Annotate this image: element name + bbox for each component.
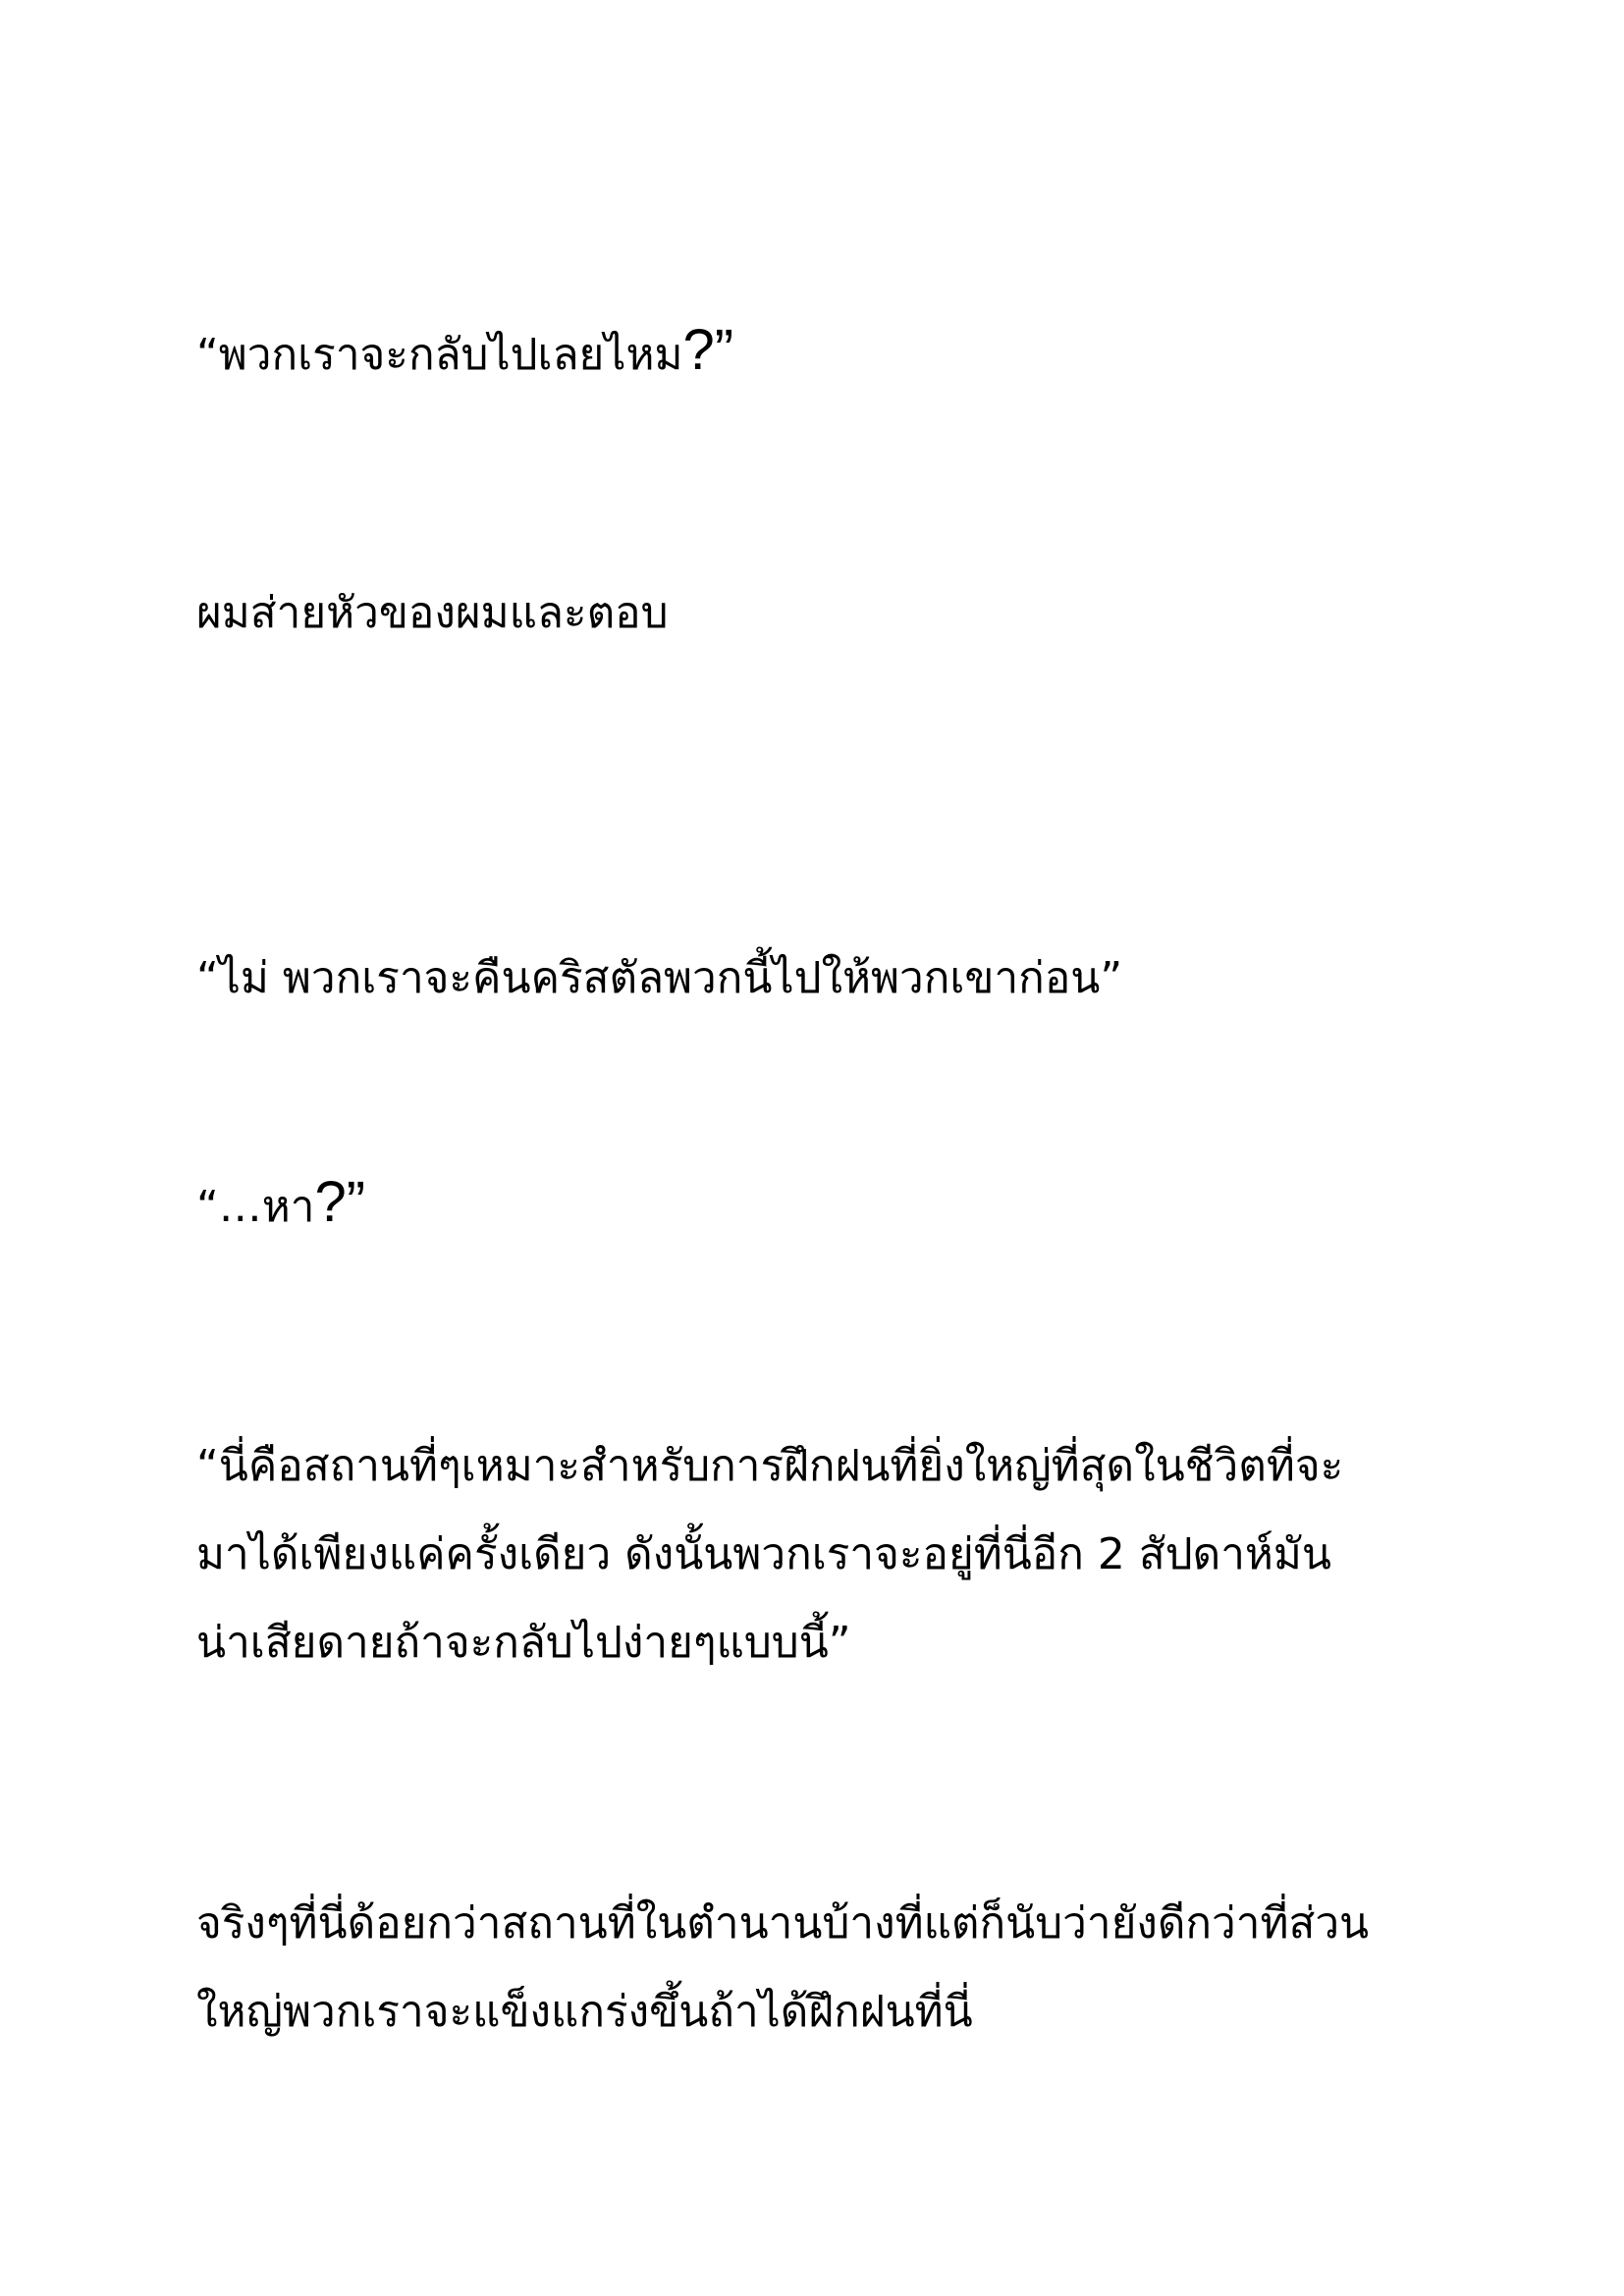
paragraph-line: “…หา — [196, 1182, 315, 1232]
paragraph-line: น่าเสียดายถ้าจะกลับไปง่ายๆแบบนี้” — [196, 1618, 851, 1668]
narration-shake-head — [196, 569, 1473, 658]
question-mark-quote: ?” — [314, 1170, 366, 1234]
paragraph-line: “ไม่ พวกเราจะคืนคริสตัลพวกนี้ไปให้พวกเขาก่อน” — [196, 953, 1123, 1003]
question-mark-quote: ?” — [682, 318, 734, 382]
dialogue-huh — [196, 1158, 1473, 1252]
dialogue-go-back-question — [196, 306, 1473, 400]
paragraph-line: ผมส่ายหัวของผมและตอบ — [196, 588, 669, 638]
paragraph-line: “พวกเราจะกลับไปเลยไหม — [196, 330, 683, 380]
paragraph-line: จริงๆที่นี่ด้อยกว่าสถานที่ในตำนานบ้างที่แต่ก็นับว่ายังดีกว่าที่ส่วน — [196, 1898, 1370, 1949]
paragraph-line: “นี่คือสถานที่ๆเหมาะสำหรับการฝึกฝนที่ยิ่งใหญ่ที่สุดในชีวิตที่จะ — [196, 1441, 1344, 1491]
paragraph-line: มาได้เพียงแค่ครั้งเดียว ดังนั้นพวกเราจะอยู่ที่นี่อีก 2 สัปดาห์มัน — [196, 1529, 1331, 1579]
dialogue-return-crystals — [196, 934, 1473, 1023]
dialogue-training-place — [196, 1422, 1473, 1687]
paragraph-line: ใหญ่พวกเราจะแข็งแกร่งขึ้นถ้าได้ฝึกฝนที่นี่ — [196, 1987, 973, 2037]
narration-stronger — [196, 1880, 1473, 2056]
